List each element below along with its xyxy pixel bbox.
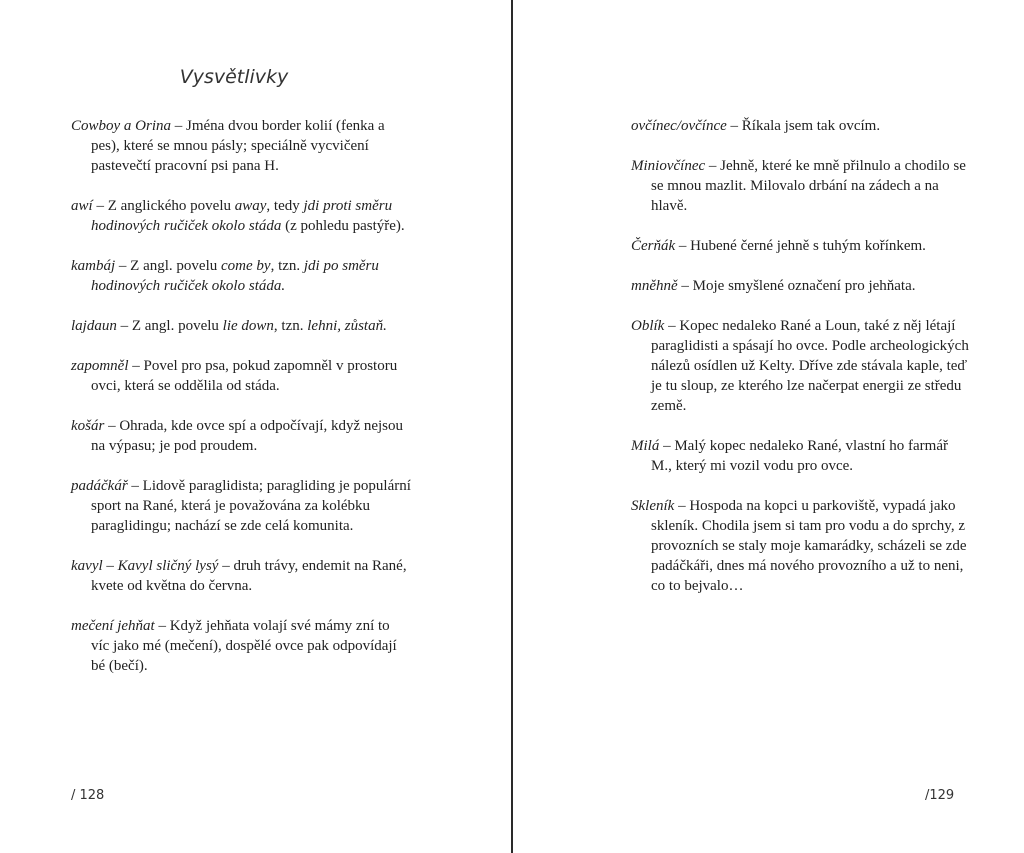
glossary-definition: – Kopec nedaleko Rané a Loun, také z něj létají paraglidisti a spásají ho ovce. Podle archeologických nálezů osídlen už Kelty. Dříve zde stávala kaple, teď je tu sloup, ze kterého lze načerpat energii ze středu země.: [651, 318, 969, 414]
glossary-definition: – Z anglického povelu: [92, 198, 235, 214]
glossary-definition: – Jména dvou border kolií (fenka a pes), které se mnou pásly; speciálně vycvičení pastevečtí pracovní psi pana H.: [91, 118, 385, 174]
glossary-definition: – Malý kopec nedaleko Rané, vlastní ho farmář M., který mi vozil vodu pro ovce.: [651, 438, 948, 474]
glossary-definition: – Když jehňata volají své mámy zní to víc jako mé (mečení), dospělé ovce pak odpovídají bé (bečí).: [91, 618, 397, 674]
glossary-term: mněhně: [631, 278, 678, 294]
glossary-term: košár: [71, 418, 105, 434]
glossary-term: zapomněl: [71, 358, 129, 374]
glossary-entry-ovcinec: [631, 116, 971, 136]
glossary-definition: – Povel pro psa, pokud zapomněl v prostoru ovci, která se oddělila od stáda.: [91, 358, 398, 394]
glossary-entry-mnehne: [631, 276, 971, 296]
glossary-term: Milá: [631, 438, 660, 454]
glossary-definition: (z pohledu pastýře).: [281, 218, 405, 234]
glossary-definition: , tedy: [266, 198, 304, 214]
command-word: away: [234, 198, 267, 214]
glossary-entry-mila: [631, 436, 971, 476]
glossary-term: Čerňák: [631, 238, 676, 254]
glossary-entry-sklenik: [631, 496, 971, 596]
glossary-term: Cowboy a Orina: [71, 118, 172, 134]
glossary-column-left: [71, 116, 411, 696]
glossary-entry-kosar: [71, 416, 411, 456]
page-title: Vysvětlivky: [179, 66, 289, 88]
glossary-term: Skleník: [631, 498, 675, 514]
command-meaning: jdi proti směru hodinových ručiček okolo stáda: [91, 198, 393, 234]
glossary-definition: – Lidově paraglidista; paragliding je populární sport na Rané, která je považována za kolébku paraglidingu; nachází se zde celá komunita.: [91, 478, 411, 534]
glossary-entry-miniovcinec: [631, 156, 971, 216]
page-number-left: / 128: [71, 788, 105, 803]
glossary-definition: – Ohrada, kde ovce spí a odpočívají, když nejsou na výpasu; je pod proudem.: [91, 418, 404, 454]
glossary-entry-awi: [71, 196, 411, 236]
glossary-definition: – Moje smyšlené označení pro jehňata.: [677, 278, 916, 294]
glossary-entry-kambaj: [71, 256, 411, 296]
glossary-definition: , tzn.: [273, 318, 308, 334]
glossary-term: Oblík: [631, 318, 665, 334]
command-meaning: lehni, zůstaň.: [307, 318, 387, 334]
glossary-entry-meceni-jehnat: [71, 616, 411, 676]
glossary-definition: – druh trávy, endemit na Rané, kvete od května do června.: [91, 558, 407, 594]
glossary-definition: – Hubené černé jehně s tuhým kořínkem.: [675, 238, 926, 254]
glossary-term: kambáj: [71, 258, 116, 274]
right-page: [513, 0, 1024, 853]
command-meaning: jdi po směru hodinových ručiček okolo stáda.: [91, 258, 379, 294]
glossary-entry-zapomnel: [71, 356, 411, 396]
glossary-definition: , tzn.: [270, 258, 304, 274]
glossary-entry-padackar: [71, 476, 411, 536]
command-word: lie down: [222, 318, 274, 334]
glossary-definition: – Jehně, které ke mně přilnulo a chodilo se se mnou mazlit. Milovalo drbání na zádech a na hlavě.: [651, 158, 966, 214]
glossary-entry-cernak: [631, 236, 971, 256]
glossary-entry-kavyl: [71, 556, 411, 596]
glossary-definition: – Z angl. povelu: [115, 258, 221, 274]
glossary-definition: – Z angl. povelu: [116, 318, 223, 334]
glossary-definition: – Říkala jsem tak ovcím.: [726, 118, 881, 134]
glossary-term: awí: [71, 198, 93, 214]
glossary-entry-lajdaun: [71, 316, 411, 336]
page-number-right: /129: [925, 788, 955, 803]
glossary-term: Miniovčínec: [631, 158, 706, 174]
glossary-term: mečení jehňat: [71, 618, 155, 634]
glossary-term: kavyl – Kavyl sličný lysý: [71, 558, 219, 574]
glossary-term: ovčínec/ovčínce: [631, 118, 727, 134]
glossary-definition: – Hospoda na kopci u parkoviště, vypadá jako skleník. Chodila jsem si tam pro vodu a do sprchy, z provozních se staly moje kamarádky, scházeli se zde padáčkáři, dnes má nového provozního a už to neni, co to bejvalo…: [651, 498, 967, 594]
glossary-column-right: [631, 116, 971, 616]
glossary-term: lajdaun: [71, 318, 117, 334]
glossary-entry-cowboy-a-orina: [71, 116, 411, 176]
glossary-entry-oblik: [631, 316, 971, 416]
command-word: come by: [221, 258, 271, 274]
glossary-term: padáčkář: [71, 478, 128, 494]
